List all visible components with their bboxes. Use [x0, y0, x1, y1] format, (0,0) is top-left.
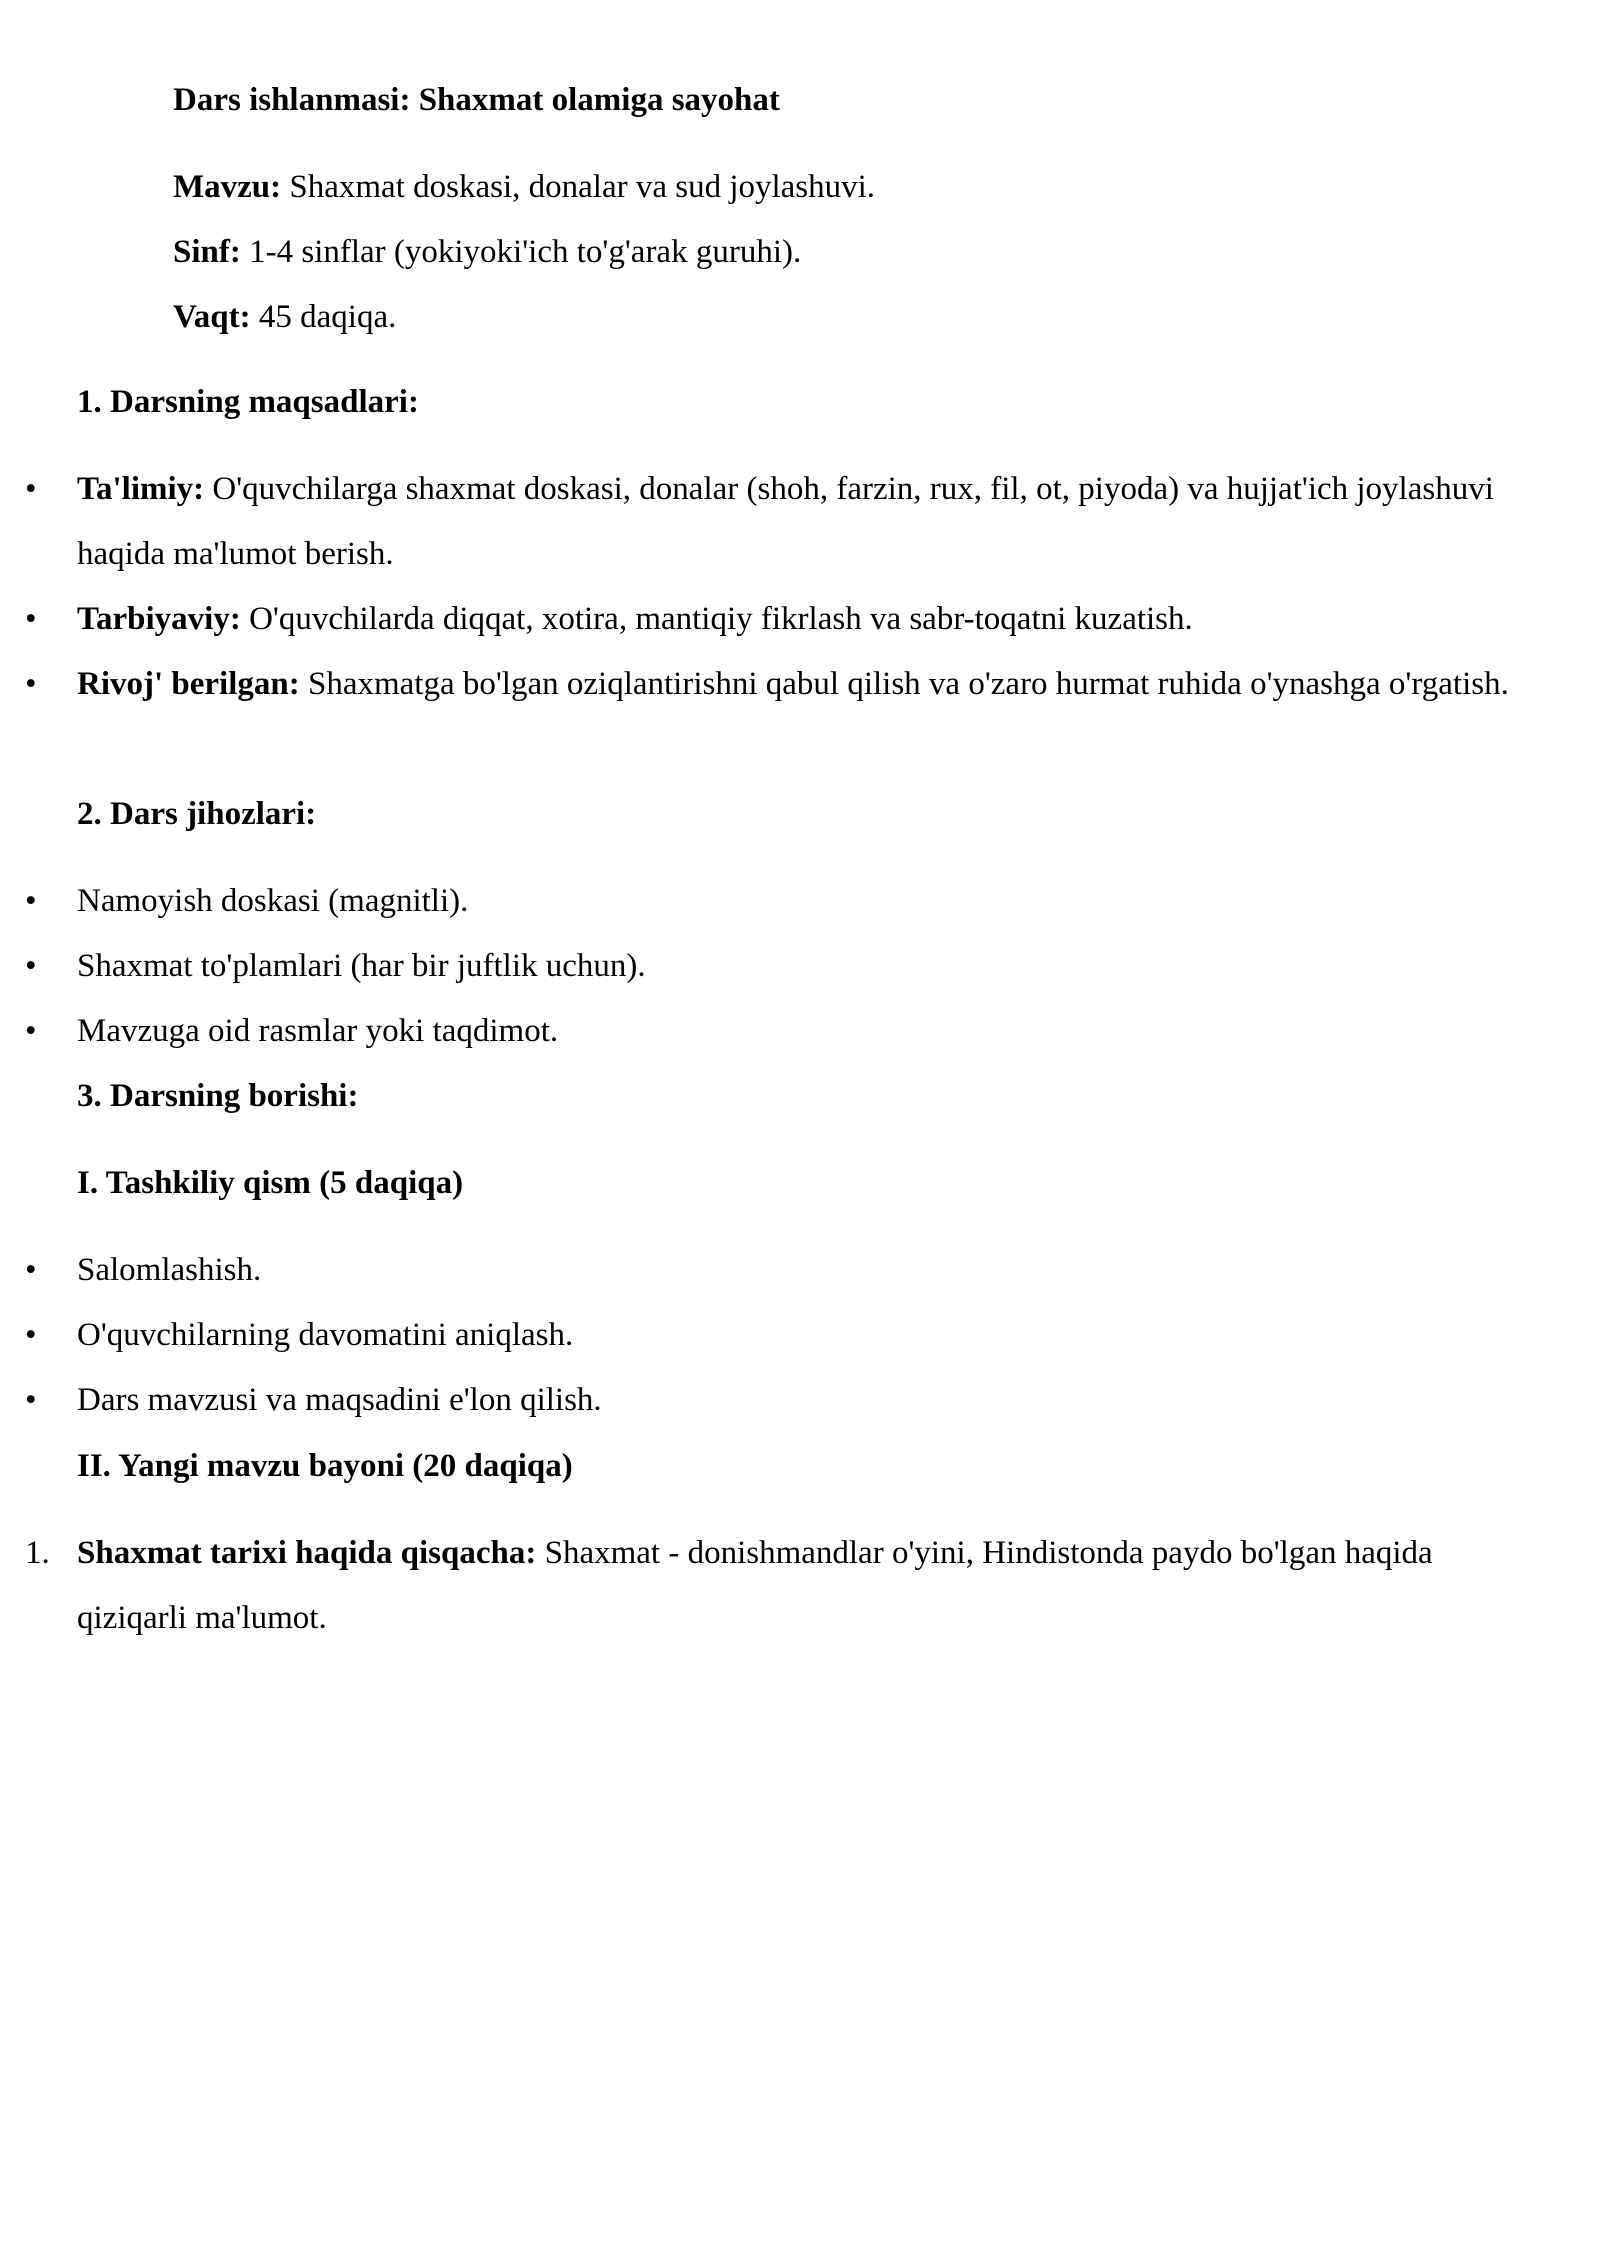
meta-topic: [173, 155, 1473, 220]
bullet-marker: •: [25, 666, 37, 702]
item-text: O'quvchilarga shaxmat doskasi, donalar (shoh, farzin, rux, fil, ot, piyoda) va hujjat'ich joylashuvi haqida ma'lumot berish.: [77, 471, 1494, 572]
item-text: Mavzuga oid rasmlar yoki taqdimot.: [77, 1013, 559, 1049]
bullet-marker: •: [25, 1013, 37, 1049]
meta-grade-value: 1-4 sinflar (yokiyoki'ich to'g'arak guruhi).: [240, 234, 802, 270]
organization-list: [0, 1238, 1560, 1433]
item-text: Namoyish doskasi (magnitli).: [77, 883, 469, 919]
item-text: O'quvchilarning davomatini aniqlash.: [77, 1317, 574, 1353]
bullet-marker: •: [25, 471, 37, 507]
list-item: [0, 1521, 1560, 1651]
list-item: [0, 934, 1560, 999]
item-text: O'quvchilarda diqqat, xotira, mantiqiy fikrlash va sabr-toqatni kuzatish.: [240, 601, 1193, 637]
meta-grade: [173, 220, 1473, 285]
bullet-marker: •: [25, 1382, 37, 1418]
item-text: Dars mavzusi va maqsadini e'lon qilish.: [77, 1382, 602, 1418]
item-label: Tarbiyaviy:: [77, 601, 241, 637]
subsection-heading-organization: I. Tashkiliy qism (5 daqiqa): [77, 1165, 464, 1201]
meta-topic-value: Shaxmat doskasi, donalar va sud joylashuvi.: [281, 169, 876, 205]
list-item: [0, 652, 1560, 717]
meta-duration-label: Vaqt:: [173, 299, 251, 335]
bullet-marker: •: [25, 948, 37, 984]
item-text: Shaxmatga bo'lgan oziqlantirishni qabul qilish va o'zaro hurmat ruhida o'ynashga o'rgatish.: [299, 666, 1509, 702]
list-item: [0, 869, 1560, 934]
meta-duration: [173, 285, 1473, 350]
section-heading-goals: 1. Darsning maqsadlari:: [77, 384, 419, 420]
list-item: [0, 1368, 1560, 1433]
list-item: [0, 999, 1560, 1064]
goals-list: [0, 457, 1560, 717]
list-item: [0, 457, 1560, 587]
meta-topic-label: Mavzu:: [173, 169, 282, 205]
bullet-marker: •: [25, 1252, 37, 1288]
equipment-list: [0, 869, 1560, 1064]
new-topic-list: [0, 1521, 1560, 1651]
list-item: [0, 1303, 1560, 1368]
document-header: [173, 68, 1473, 350]
bullet-marker: •: [25, 1317, 37, 1353]
meta-grade-label: Sinf:: [173, 234, 241, 270]
subsection-heading-new-topic: II. Yangi mavzu bayoni (20 daqiqa): [77, 1448, 573, 1484]
section-heading-equipment: 2. Dars jihozlari:: [77, 796, 317, 832]
item-text: Shaxmat to'plamlari (har bir juftlik uchun).: [77, 948, 646, 984]
meta-duration-value: 45 daqiqa.: [250, 299, 397, 335]
number-marker: 1.: [25, 1535, 50, 1571]
item-label: Ta'limiy:: [77, 471, 205, 507]
item-label: Shaxmat tarixi haqida qisqacha:: [77, 1535, 537, 1571]
list-item: [0, 1238, 1560, 1303]
item-label: Rivoj' berilgan:: [77, 666, 300, 702]
bullet-marker: •: [25, 601, 37, 637]
section-heading-lesson-flow: 3. Darsning borishi:: [77, 1078, 359, 1114]
item-text: Salomlashish.: [77, 1252, 262, 1288]
item-text: Shaxmat - donishmandlar o'yini, Hindistonda paydo bo'lgan haqida qiziqarli ma'lumot.: [77, 1535, 1433, 1636]
document-title: Dars ishlanmasi: Shaxmat olamiga sayohat: [173, 82, 780, 118]
list-item: [0, 587, 1560, 652]
bullet-marker: •: [25, 883, 37, 919]
